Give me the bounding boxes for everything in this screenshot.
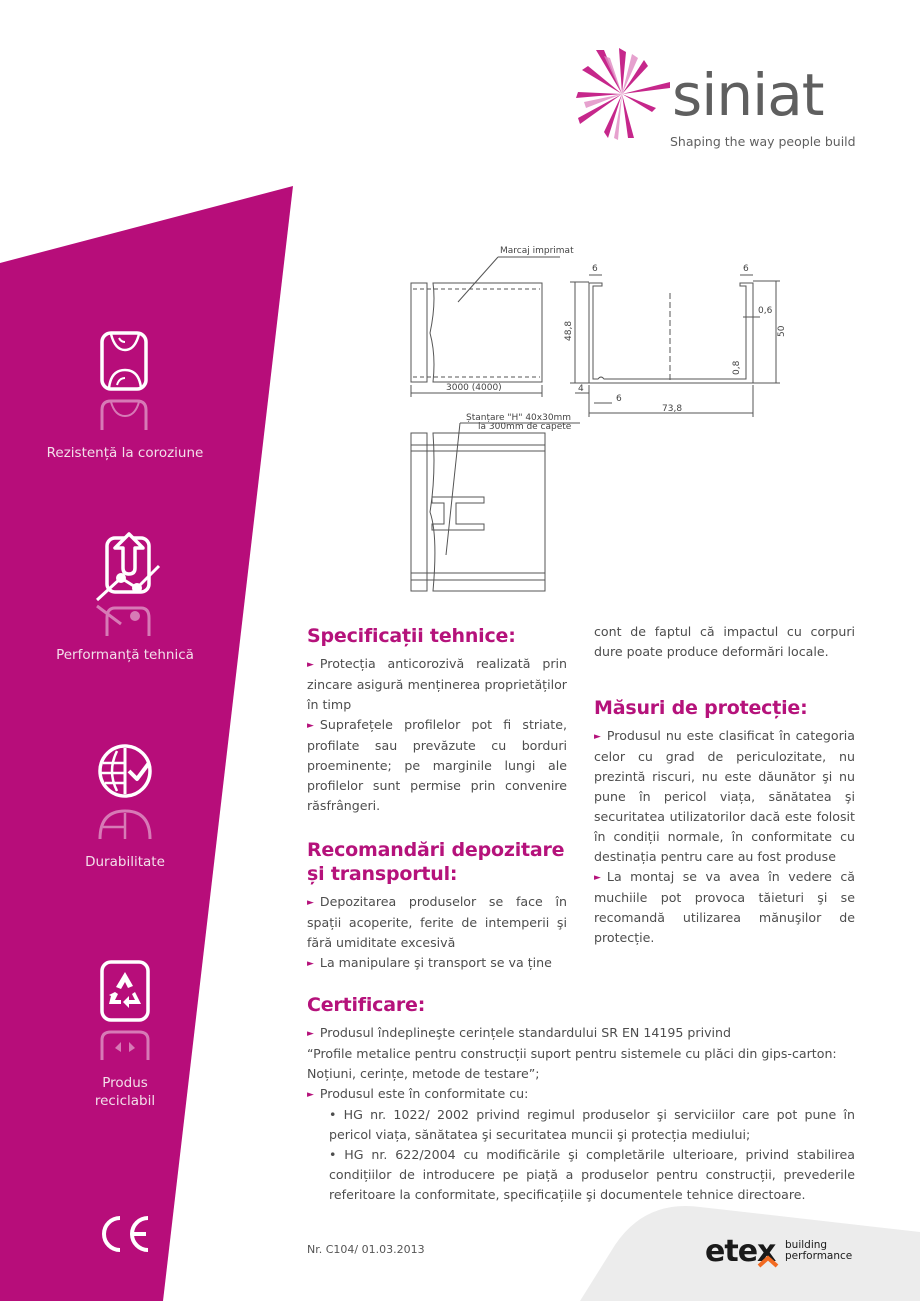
- ce-mark-icon: [98, 1214, 154, 1254]
- bullet-icon: ►: [594, 873, 601, 883]
- svg-text:Ștanțare "H" 40x30mm: Ștanțare "H" 40x30mm: [466, 413, 572, 423]
- feature-label: Rezistență la coroziune: [46, 445, 204, 461]
- recycle-icon: [95, 960, 155, 1060]
- svg-text:0,8: 0,8: [732, 360, 742, 375]
- svg-text:Marcaj imprimat: Marcaj imprimat: [500, 246, 574, 256]
- feature-recyclable: [20, 960, 230, 1110]
- globe-check-icon: [93, 743, 157, 839]
- siniat-wordmark: siniat: [672, 61, 824, 129]
- feature-durability: [20, 743, 230, 871]
- svg-text:0,6: 0,6: [758, 306, 773, 316]
- certification-list: [307, 1023, 855, 1205]
- bullet-icon: ►: [594, 732, 601, 742]
- sub-item: • HG nr. 1022/ 2002 privind regimul produselor şi serviciilor care pot pune în pericol viața, sănătatea şi securitatea muncii şi protecția mediului;: [329, 1107, 855, 1142]
- etex-wordmark: etex: [705, 1234, 776, 1269]
- sub-item: • HG nr. 622/2004 cu modificările şi completările ulterioare, privind stabilirea condițiilor de introducere pe piață a produselor pentru construcții, prevederile referitoare la conformitate, specificațiile şi documentele tehnice directoare.: [329, 1147, 855, 1202]
- list-item: ► La manipulare şi transport se va ține: [307, 955, 552, 970]
- feature-corrosion: [20, 330, 230, 462]
- svg-text:3000 (4000): 3000 (4000): [446, 383, 502, 393]
- technical-drawing: [400, 235, 800, 595]
- bullet-icon: ►: [307, 959, 314, 969]
- list-item: ► Produsul este în conformitate cu:: [307, 1086, 529, 1101]
- list-item: ► Protecția anticorozivă realizată prin zincare asigură menținerea proprietăților în timp: [307, 656, 567, 712]
- list-item: ► Suprafețele profilelor pot fi striate, profilate sau prevăzute cu borduri proeminente; pe marginile lungi ale profilelor sunt permise prin convenire răsfrângeri.: [307, 717, 567, 813]
- feature-label-line1: Produs: [102, 1075, 148, 1091]
- document-number: Nr. C104/ 01.03.2013: [307, 1243, 425, 1256]
- protection-heading: Măsuri de protecție:: [594, 697, 808, 719]
- svg-text:6: 6: [616, 394, 622, 404]
- bullet-icon: ►: [307, 660, 314, 670]
- specs-list: [307, 654, 567, 816]
- list-item: ► La montaj se va avea în vedere că muchiile pot provoca tăieturi şi se recomandă utilizarea mănuşilor de protecție.: [594, 869, 855, 945]
- bullet-icon: ►: [307, 721, 314, 731]
- list-item: ► Produsul nu este clasificat în categoria celor cu grad de periculozitate, nu prezintă riscuri, nu este dăunător şi nu pune în pericol viața, sănătatea şi securitatea utilizatorilor dacă este folosit în condiții normale, în conformitate cu destinația pentru care au fost produse: [594, 728, 855, 864]
- bullet-icon: ►: [307, 1090, 314, 1100]
- siniat-logo: [574, 46, 864, 156]
- bullet-icon: ►: [307, 1029, 314, 1039]
- feature-performance: [20, 528, 230, 664]
- svg-text:48,8: 48,8: [564, 320, 574, 341]
- storage-heading: Recomandări depozitare și transportul:: [307, 839, 565, 885]
- svg-text:4: 4: [578, 384, 584, 394]
- svg-text:6: 6: [743, 264, 749, 274]
- svg-text:73,8: 73,8: [662, 404, 683, 414]
- svg-text:50: 50: [777, 325, 787, 337]
- bullet-icon: ►: [307, 898, 314, 908]
- storage-continuation: cont de faptul că impactul cu corpuri dure poate produce deformări locale.: [594, 624, 855, 659]
- storage-list: [307, 892, 567, 974]
- svg-text:la 300mm de capete: la 300mm de capete: [478, 422, 572, 432]
- siniat-star-icon: [574, 46, 674, 146]
- list-item-continuation: “Profile metalice pentru construcții suport pentru sistemele cu plăci din gips-carton: Noțiuni, cerințe, metode de testare”;: [307, 1046, 837, 1081]
- svg-text:6: 6: [592, 264, 598, 274]
- siniat-tagline: Shaping the way people build: [670, 134, 856, 149]
- feature-label: Durabilitate: [85, 854, 165, 870]
- feature-label-line2: reciclabil: [94, 1093, 156, 1109]
- etex-subtitle: building performance: [785, 1239, 853, 1262]
- certification-heading: Certificare:: [307, 994, 426, 1016]
- performance-chart-icon: [85, 528, 165, 638]
- list-item: ► Produsul îndeplineşte cerințele standardului SR EN 14195 privind: [307, 1025, 732, 1040]
- specs-heading: Specificații tehnice:: [307, 625, 516, 647]
- etex-chevron-icon: [757, 1254, 779, 1268]
- list-item: ► Depozitarea produselor se face în spații acoperite, ferite de intemperii şi fără umiditate excesivă: [307, 894, 567, 950]
- feature-label: Performanță tehnică: [56, 647, 194, 663]
- protection-list: [594, 726, 855, 948]
- corrosion-resistance-icon: [95, 330, 155, 430]
